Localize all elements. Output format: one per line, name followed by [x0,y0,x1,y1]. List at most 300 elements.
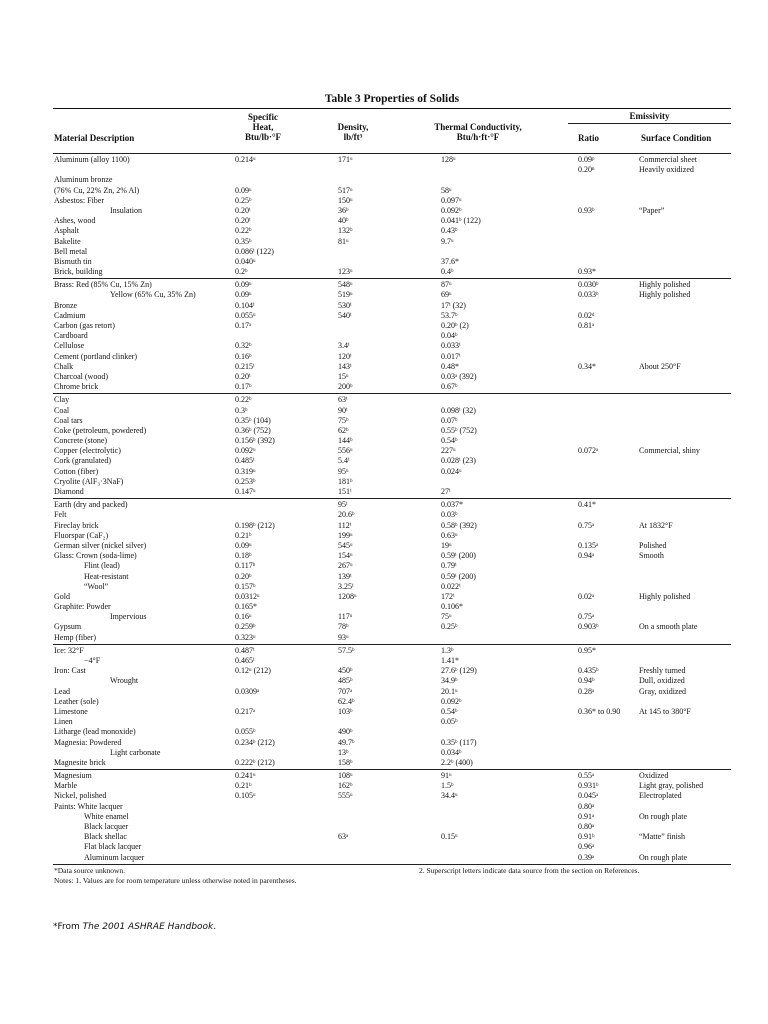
table-row [53,257,731,267]
surface-condition-cell: Smooth [639,551,664,561]
table-row [53,416,731,426]
material-cell: Gold [54,591,70,601]
conductivity-cell: 0.106* [441,602,463,612]
conductivity-cell: 58ᵘ [441,185,452,195]
table-row-group [53,645,731,769]
material-cell: Bell metal [54,246,88,256]
emissivity-ratio-cell: 0.39ᵃ [578,852,595,862]
material-cell: Leather (sole) [54,696,99,706]
density-cell: 78ᵇ [338,622,349,632]
table-row [53,781,731,791]
conductivity-cell: 0.04ᵇ [441,331,458,341]
table-row [53,802,731,812]
emissivity-ratio-cell: 0.94ᵇ [578,676,595,686]
material-cell: Limestone [54,706,88,716]
surface-condition-cell: At 145 to 380°F [639,706,691,716]
table-row [53,561,731,571]
specific-heat-cell: 0.234ᵇ (212) [235,737,275,747]
table-row [53,812,731,822]
table-row [53,395,731,405]
emissivity-ratio-cell: 0.91ᵇ [578,832,595,842]
specific-heat-cell: 0.25ᵇ [235,195,252,205]
table-row [53,155,731,165]
density-cell: 40ᵇ [338,216,349,226]
emissivity-ratio-cell: 0.55ᵃ [578,771,595,781]
emissivity-ratio-cell: 0.030ᵇ [578,280,599,290]
conductivity-cell: 0.07ᵇ [441,415,458,425]
emissivity-rule [568,123,731,124]
conductivity-cell: 0.03ᵃ (392) [441,371,477,381]
conductivity-cell: 0.033ⁱ [441,341,461,351]
material-cell: Coal [54,405,70,415]
specific-heat-cell: 0.156ᵇ (392) [235,436,275,446]
specific-heat-cell: 0.17ᵃ [235,321,252,330]
material-cell: Ice: 32°F [54,645,84,655]
density-cell: 103ᵇ [338,706,353,716]
table-row [53,842,731,852]
density-cell: 545ᵘ [338,540,353,550]
table-row-group [53,279,731,393]
table-row [53,352,731,362]
note-1: Notes: 1. Values are for room temperature unless otherwise noted in parentheses. [54,875,297,885]
table-row [53,791,731,801]
table-row [53,467,731,477]
density-cell: 151ⁱ [338,487,352,496]
table-row [53,656,731,666]
specific-heat-cell: 0.16ᵘ [235,612,252,622]
table-row [53,646,731,656]
specific-heat-cell: 0.21ᵇ [235,530,252,540]
conductivity-cell: 0.15ᵘ [441,832,458,842]
table-row [53,612,731,622]
table-row [53,196,731,206]
table-row [53,832,731,842]
density-cell: 117ᵘ [338,612,353,622]
conductivity-cell: 0.59ⁱ (200) [441,571,476,581]
conductivity-cell: 0.43ᵇ [441,226,458,236]
table-row [53,531,731,541]
specific-heat-cell: 0.222ᵇ (212) [235,757,275,767]
conductivity-cell: 0.59ⁱ (200) [441,551,476,561]
table-row [53,362,731,372]
table-row [53,382,731,392]
table-row [53,341,731,351]
conductivity-cell: 0.35ᵇ (117) [441,737,477,747]
footnote-prefix: *From [53,922,83,932]
conductivity-cell: 34.9ᵇ [441,676,458,686]
table-row [53,500,731,510]
material-cell: White enamel [84,811,129,821]
conductivity-cell: 69ᵘ [441,290,452,300]
emissivity-ratio-cell: 0.903ᵇ [578,622,599,632]
density-header-line1: Density, [337,122,369,132]
table-row [53,477,731,487]
surface-condition-cell: At 1832°F [639,520,673,530]
material-cell: Aluminum lacquer [84,852,145,862]
material-cell: Bronze [54,300,78,310]
emissivity-ratio-cell: 0.94ᵃ [578,551,595,561]
conductivity-cell: 1.3ᵇ [441,645,454,655]
table-row [53,226,731,236]
material-cell: Aluminum bronze [54,175,113,185]
surface-condition-cell: Freshly turned [639,666,686,676]
density-cell: 132ᵇ [338,226,353,236]
specific-heat-cell: 0.0312ᵘ [235,591,260,601]
density-cell: 3.4ⁱ [338,341,350,351]
density-cell: 57.5ᵇ [338,645,355,655]
emissivity-ratio-cell: 0.931ᵇ [578,781,599,791]
conductivity-cell: 37.6* [441,256,459,266]
specific-heat-cell: 0.147ᵘ [235,487,256,496]
surface-condition-cell: Commercial, shiny [639,446,700,456]
note-source: *Data source unknown. [54,865,126,875]
material-cell: Magnesia: Powdered [54,737,122,747]
table-row [53,676,731,686]
specific-heat-cell: 0.487ⁱ [235,645,255,655]
material-cell: Marble [54,781,78,791]
density-cell: 95ᵘ [338,466,349,476]
specific-heat-cell: 0.18ᵇ [235,551,252,561]
conductivity-cell: 0.037* [441,500,463,510]
specific-heat-cell: 0.485ⁱ [235,456,255,466]
material-cell: Brass: Red (85% Cu, 15% Zn) [54,280,152,290]
density-cell: 15ᵘ [338,371,349,381]
material-cell: Black shellac [84,832,127,842]
material-cell: Magnesite brick [54,757,106,767]
conductivity-cell: 0.041ᵇ (122) [441,216,481,226]
emissivity-header: Emissivity [629,111,670,121]
specific-heat-cell: 0.465ⁱ [235,656,255,665]
material-header: Material Description [54,133,135,143]
conductivity-cell: 75ᵘ [441,612,452,622]
table-row [53,727,731,737]
table-row [53,487,731,497]
table-row [53,572,731,582]
material-cell: Flint (lead) [84,561,120,571]
emissivity-ratio-cell: 0.81ᵃ [578,321,595,330]
density-cell: 62.4ᵇ [338,696,355,706]
table-row [53,290,731,300]
table-row [53,186,731,196]
density-cell: 63ᵃ [338,832,349,842]
specific-heat-cell: 0.2ᵇ [235,267,248,277]
table-row [53,666,731,676]
table-row [53,165,731,175]
material-cell: Cryolite (AlF₃·3NaF) [54,476,124,486]
ratio-header: Ratio [578,133,599,143]
material-cell: Glass: Crown (soda-lime) [54,551,137,561]
density-cell: 517ᵘ [338,185,353,195]
conductivity-cell: 27ⁱ [441,487,451,496]
specific-heat-cell: 0.323ᵘ [235,632,256,642]
density-cell: 81ᵘ [338,236,349,246]
table-row [53,602,731,612]
conductivity-cell: 2.2ᵇ (400) [441,757,473,767]
density-cell: 3.25ⁱ [338,581,354,591]
table-row [53,216,731,226]
conductivity-cell: 0.097ᵘ [441,195,462,205]
density-header [318,122,388,142]
table-row [53,771,731,781]
conductivity-cell: 0.028ⁱ (23) [441,456,476,466]
table-row [53,280,731,290]
density-cell: 90ⁱ [338,405,348,415]
material-cell: Earth (dry and packed) [54,500,128,510]
material-cell: Wrought [110,676,139,686]
emissivity-ratio-cell: 0.41* [578,500,596,510]
material-cell: Insulation [110,205,142,215]
conductivity-cell: 0.098ⁱ (32) [441,405,476,415]
emissivity-ratio-cell: 0.95* [578,645,596,655]
emissivity-ratio-cell: 0.80ᵃ [578,822,595,831]
density-cell: 120ⁱ [338,351,352,361]
table-row [53,738,731,748]
table-row [53,321,731,331]
specific-heat-cell: 0.259ᵇ [235,622,256,632]
specific-heat-cell: 0.16ᵇ [235,351,252,361]
emissivity-ratio-cell: 0.80ᵃ [578,801,595,811]
surface-condition-cell: Highly polished [639,591,691,601]
surface-condition-cell: On rough plate [639,852,687,862]
surface-condition-cell: Gray, oxidized [639,686,687,696]
specific-heat-cell: 0.35ᵇ [235,236,252,246]
emissivity-ratio-cell: 0.93* [578,267,596,277]
specific-heat-cell: 0.214ᵘ [235,155,256,164]
surface-condition-cell: Polished [639,540,667,550]
specific-heat-header-line3: Btu/lb·°F [244,132,282,142]
material-cell: Litharge (lead monoxide) [54,727,136,737]
surface-condition-cell: “Paper” [639,205,665,215]
table-row [53,301,731,311]
conductivity-cell: 0.092ᵇ [441,696,462,706]
density-cell: 707ᵃ [338,686,353,696]
conductivity-cell: 53.7ᵇ [441,310,458,320]
table-row [53,206,731,216]
specific-heat-cell: 0.217ᵃ [235,706,256,716]
table-row [53,406,731,416]
material-cell: Carbon (gas retort) [54,321,115,330]
density-cell: 556ᵘ [338,446,353,456]
emissivity-ratio-cell: 0.435ᵇ [578,666,599,676]
emissivity-ratio-cell: 0.34* [578,361,596,371]
specific-heat-cell: 0.086ⁱ (122) [235,246,274,256]
table-row [53,687,731,697]
material-cell: (76% Cu, 22% Zn, 2% Al) [54,185,140,195]
specific-heat-cell: 0.22ᵇ [235,395,252,405]
emissivity-ratio-cell: 0.28ᵃ [578,686,595,696]
table-row [53,247,731,257]
density-cell: 62ᵇ [338,425,349,435]
conductivity-header-line2: Btu/h·ft·°F [456,132,500,142]
table-row [53,582,731,592]
surface-condition-cell: About 250°F [639,361,681,371]
specific-heat-cell: 0.253ᵇ [235,476,256,486]
table-row [53,237,731,247]
specific-heat-cell: 0.36ᵇ (752) [235,425,271,435]
density-cell: 5.4ⁱ [338,456,350,466]
conductivity-cell: 27.6ᵇ (129) [441,666,477,676]
material-cell: −4°F [84,656,101,665]
conductivity-cell: 0.4ᵇ [441,267,454,277]
density-cell: 36ᵇ [338,205,349,215]
material-cell: Coke (petroleum, powdered) [54,425,147,435]
density-cell: 108ᵘ [338,771,353,781]
density-cell: 540ⁱ [338,310,352,320]
conductivity-cell: 0.55ᵇ (752) [441,425,477,435]
specific-heat-cell: 0.117ᵇ [235,561,256,571]
specific-heat-cell: 0.35ᵇ (104) [235,415,271,425]
table-row [53,853,731,863]
density-cell: 93ᵘ [338,632,349,642]
footnote-suffix: . [213,922,217,932]
properties-table [53,90,731,887]
density-cell: 143ⁱ [338,361,352,371]
conductivity-cell: 0.022ⁱ [441,581,461,591]
conductivity-cell: 0.63ᵘ [441,530,458,540]
conductivity-cell: 0.67ᵇ [441,382,458,392]
density-cell: 154ᵘ [338,551,353,561]
specific-heat-cell: 0.22ᵇ [235,226,252,236]
table-notes [53,865,731,887]
table-header [53,109,731,153]
conductivity-cell: 0.017ⁱ [441,351,461,361]
conductivity-cell: 128ᵘ [441,155,456,164]
conductivity-cell: 20.1ᵘ [441,686,458,696]
material-cell: Gypsum [54,622,82,632]
surface-condition-cell: On rough plate [639,811,687,821]
material-cell: Nickel, polished [54,791,107,801]
material-cell: Black lacquer [84,822,129,831]
conductivity-cell: 91ᵘ [441,771,452,781]
conductivity-cell: 0.03ᵇ [441,510,458,520]
note-2: 2. Superscript letters indicate data source from the section on References. [419,865,640,875]
density-cell: 75ᵇ [338,415,349,425]
material-cell: Fireclay brick [54,520,99,530]
material-cell: Clay [54,395,70,405]
density-cell: 13ᵇ [338,747,349,757]
density-cell: 267ᵘ [338,561,353,571]
surface-condition-cell: Highly polished [639,290,691,300]
material-cell: Copper (electrolytic) [54,446,121,456]
surface-condition-cell: Light gray, polished [639,781,704,791]
specific-heat-cell: 0.040ᵘ [235,256,256,266]
table-row [53,267,731,277]
table-row-group [53,394,731,498]
conductivity-cell: 19ᵘ [441,540,452,550]
density-cell: 144ᵇ [338,436,353,446]
density-cell: 162ᵇ [338,781,353,791]
density-cell: 519ᵘ [338,290,353,300]
specific-heat-cell: 0.215ⁱ [235,361,255,371]
material-cell: Felt [54,510,67,520]
specific-heat-cell: 0.12ᵘ (212) [235,666,271,676]
conductivity-cell: 0.034ᵇ [441,747,462,757]
surface-condition-cell: Heavily oxidized [639,165,694,175]
emissivity-ratio-cell: 0.91ᵃ [578,811,595,821]
material-cell: Chalk [54,361,74,371]
conductivity-cell: 34.4ᵘ [441,791,458,801]
table-row [53,822,731,832]
density-cell: 199ᵘ [338,530,353,540]
specific-heat-cell: 0.09ᵘ [235,290,252,300]
table-row [53,758,731,768]
conductivity-cell: 0.54ᵇ [441,436,458,446]
density-cell: 123ᵘ [338,267,353,277]
material-cell: Cardboard [54,331,88,341]
table-row-group [53,770,731,864]
specific-heat-cell: 0.0309ᵃ [235,686,260,696]
density-header-line2: lb/ft³ [343,132,363,142]
density-cell: 181ᵇ [338,476,353,486]
table-row [53,551,731,561]
surface-condition-cell: Highly polished [639,280,691,290]
surface-header: Surface Condition [641,133,712,143]
table-row [53,748,731,758]
density-cell: 49.7ᵇ [338,737,355,747]
specific-heat-cell: 0.20ᵇ [235,571,252,581]
specific-heat-cell: 0.32ᵇ [235,341,252,351]
density-cell: 20.6ᵇ [338,510,355,520]
specific-heat-header-line1: Specific [248,112,278,122]
material-cell: Heat-resistant [84,571,129,581]
density-cell: 200ᵇ [338,382,353,392]
conductivity-header [403,122,553,142]
density-cell: 63ⁱ [338,395,348,405]
specific-heat-cell: 0.17ᵇ [235,382,252,392]
specific-heat-cell: 0.104ⁱ [235,300,255,310]
conductivity-cell: 0.024ᵘ [441,466,462,476]
material-cell: Yellow (65% Cu, 35% Zn) [110,290,196,300]
conductivity-cell: 9.7ᵘ [441,236,454,246]
conductivity-cell: 1.41* [441,656,459,665]
specific-heat-cell: 0.20ⁱ [235,371,251,381]
specific-heat-cell: 0.198ᵇ (212) [235,520,275,530]
material-cell: Bakelite [54,236,81,246]
conductivity-header-line1: Thermal Conductivity, [434,122,522,132]
conductivity-cell: 1.5ᵇ [441,781,454,791]
specific-heat-cell: 0.319ᵘ [235,466,256,476]
density-cell: 95ⁱ [338,500,348,510]
material-cell: Aluminum (alloy 1100) [54,155,130,164]
specific-heat-cell: 0.3ᵇ [235,405,248,415]
specific-heat-cell: 0.09ᵘ [235,280,252,290]
density-cell: 158ᵇ [338,757,353,767]
conductivity-cell: 87ᵘ [441,280,452,290]
table-row-group [53,499,731,644]
surface-condition-cell: Commercial sheet [639,155,697,164]
material-cell: Cadmium [54,310,86,320]
emissivity-ratio-cell: 0.02ᵃ [578,591,595,601]
specific-heat-cell: 0.055ᵇ [235,727,256,737]
table-row [53,622,731,632]
conductivity-cell: 0.54ᵇ [441,706,458,716]
footnote-book-title: The 2001 ASHRAE Handbook [82,922,214,932]
material-cell: Light carbonate [110,747,161,757]
emissivity-ratio-cell: 0.045ᵃ [578,791,599,801]
density-cell: 1208ᵘ [338,591,357,601]
material-cell: Linen [54,717,73,727]
material-cell: Cotton (fiber) [54,466,99,476]
surface-condition-cell: Dull, oxidized [639,676,685,686]
material-cell: Graphite: Powder [54,602,111,612]
material-cell: Brick, building [54,267,103,277]
material-cell: Hemp (fiber) [54,632,96,642]
material-cell: Coal tars [54,415,83,425]
density-cell: 555ᵘ [338,791,353,801]
material-cell: Bismuth tin [54,256,92,266]
conductivity-cell: 0.58ᵇ (392) [441,520,477,530]
specific-heat-cell: 0.105ᵘ [235,791,256,801]
